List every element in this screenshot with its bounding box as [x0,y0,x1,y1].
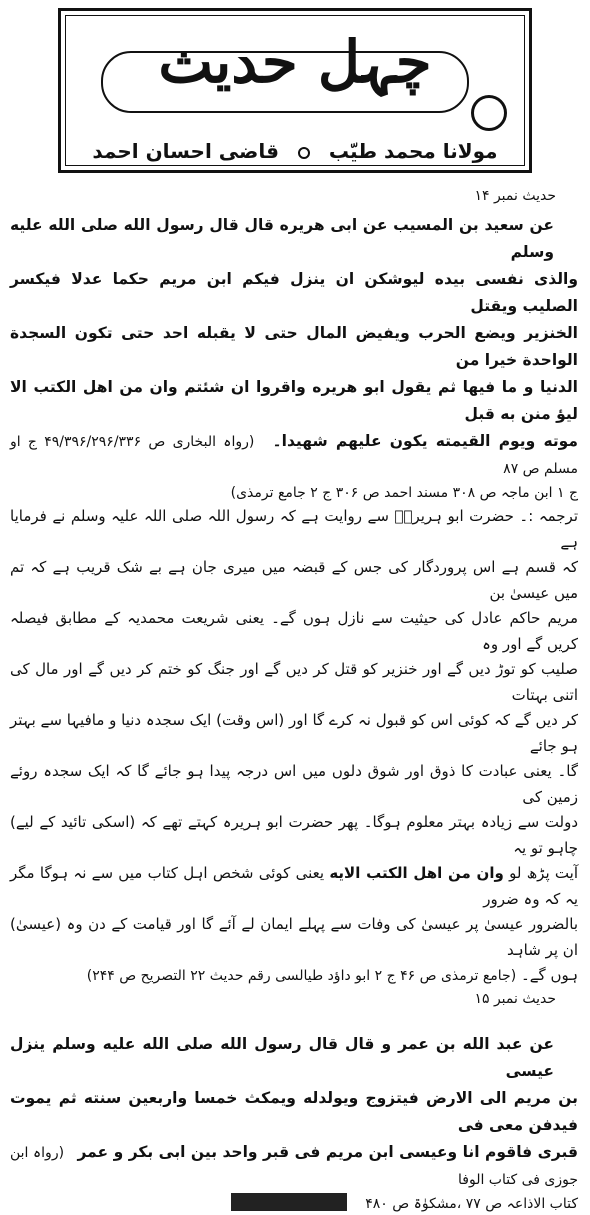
title-banner [101,51,469,113]
translation-line: مریم حاکم عادل کی حیثیت سے نازل ہوں گے۔ یعنی شریعت محمدیہ کے مطابق فیصلہ کریں گے اور وہ [10,609,578,653]
arabic-line [10,428,578,482]
urdu-translation-block [10,504,578,989]
arabic-line [10,1139,578,1193]
arabic-line: والذی نفسی بیده لیوشکن ان ینزل فیکم ابن مریم حکما عدلا فیکسر الصلیب ویقتل [10,270,578,315]
separator-circle-icon [298,147,310,159]
source-reference: ج ۱ ابن ماجہ ص ۳۰۸ مسند احمد ص ۳۰۶ ج ۲ جامع ترمذی) [230,485,578,501]
hadith-number-label: حدیث نمبر ۱۴ [474,188,556,204]
author-name: قاضی احسان احمد [92,139,279,163]
page-title: چہل حدیث [158,28,432,96]
arabic-line-end: قبری فاقوم انا وعیسی ابن مریم فی قبر واحد بین ابی بکر و عمر [77,1142,578,1161]
authors-line [61,139,529,163]
translation-line: بالضرور عیسیٰ پر عیسیٰ کی وفات سے پہلے ایمان لے آئے گا اور قیامت کے دن وہ (عیسیٰ) ان پر شاہد [10,915,578,959]
arabic-line: عن عبد الله بن عمر و قال قال رسول الله صلی الله علیه وسلم ینزل عیسی [10,1034,554,1080]
arabic-line: بن مریم الی الارض فیتزوج ویولدله ویمکث خمسا واربعین سنته ثم یموت فیدفن معی فی [10,1088,578,1134]
translation-line [10,861,578,912]
arabic-line: الدنیا و ما فیها ثم یقول ابو هریره واقروا ان شئتم وان من اهل الکتب الا لیؤ منن به قبل [10,378,578,423]
translation-line [10,963,578,989]
translation-line: صلیب کو توڑ دیں گے اور خنزیر کو قتل کر دیں گے اور جنگ کو ختم کر دیں گے اور مال کی اتنی بہتات [10,660,578,704]
translation-text: ہوں گے۔ [520,966,578,984]
translation-line [10,504,578,555]
arabic-text-block [10,212,578,482]
arabic-line: عن سعید بن المسیب عن ابی هریره قال قال رسول الله صلی الله علیه وسلم [10,216,554,261]
page-body [10,186,578,1215]
author-name: مولانا محمد طیّب [328,139,498,163]
translation-line: دولت سے زیادہ بہتر معلوم ہوگا۔ پھر حضرت ابو ہریرہ کہتے تھے کہ (اسکی تائید کے لیے) چاہو تو یہ [10,813,578,857]
source-reference: (رواہ ابن جوزی فی کتاب الوفا [10,1144,578,1188]
title-ornament [471,95,507,131]
hadith-number-label: حدیث نمبر ۱۵ [474,990,556,1007]
source-reference: (جامع ترمذی ص ۴۶ ج ۲ ابو داؤد طیالسی رقم حدیث ۲۲ التصریح ص ۲۴۴) [86,968,517,984]
arabic-line-end: موته ویوم القیمته یکون علیهم شهیدا۔ [272,432,578,450]
translation-line: کہ قسم ہے اس پروردگار کی جس کے قبضہ میں میری جان ہے بے شک قریب ہے کہ تم میں عیسیٰ بن [10,558,578,602]
translation-text: آیت پڑھ لو [509,864,578,882]
source-reference-line [10,1193,578,1215]
translation-line: گا۔ یعنی عبادت کا ذوق اور شوق دلوں میں اس درجہ پیدا ہو جائے گا کہ ایک سجدہ روئے زمین کی [10,762,578,806]
translation-text: حضرت ابو ہریرہؓ سے روایت ہے کہ رسول اللہ صلی اللہ علیہ وسلم نے فرمایا ہے [10,507,578,551]
translation-text: یعنی کوئی شخص اہل کتاب میں سے نہ ہوگا مگر یہ کہ وہ ضرور [10,864,578,908]
translation-label: ترجمہ :۔ [519,507,579,525]
source-reference: (رواہ البخاری ص ۴۹/۳۹۶/۲۹۶/۳۳۶ ج او مسلم ص ۸۷ [10,434,578,477]
source-reference: کتاب الاذاعہ ص ۷۷ ،مشکوٰۃ ص ۴۸۰ [365,1195,578,1212]
arabic-line: الخنزیر ویضع الحرب ویفیض المال حتی لا یقبله احد حتی تکون السجدة الواحدة خیرا من [10,324,578,369]
header-frame [58,8,532,173]
translation-line: کر دیں گے کہ کوئی اس کو قبول نہ کرے گا اور (اس وقت) ایک سجدہ دنیا و مافیہا سے بہتر ہو جائے [10,711,578,755]
arabic-text-block [10,1031,578,1193]
printer-stamp-mark [231,1193,347,1211]
quranic-quote: وان من اهل الکتب الایه [329,864,504,882]
